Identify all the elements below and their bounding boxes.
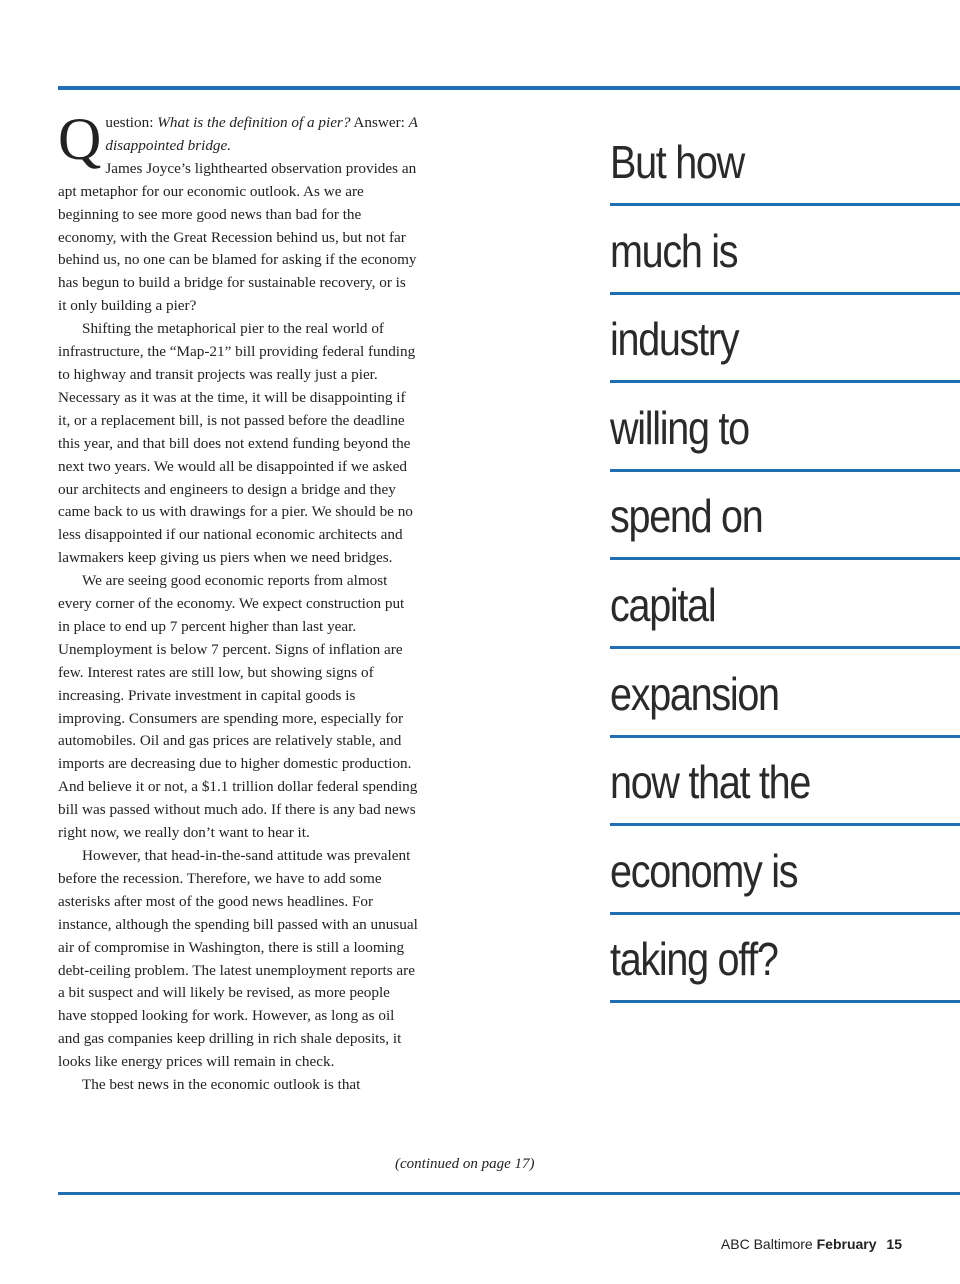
question-text: What is the definition of a pier? (157, 114, 351, 131)
pull-quote (610, 120, 960, 1003)
article-body (58, 106, 418, 1097)
paragraph-6: The best news in the economic outlook is that (82, 1076, 361, 1094)
pull-quote-line: economy is (610, 829, 960, 915)
pull-quote-line: capital (610, 563, 960, 649)
pull-quote-line: now that the (610, 740, 960, 826)
continued-note: (continued on page 17) (395, 1156, 535, 1172)
drop-cap: Q (58, 106, 102, 172)
pull-quote-line: expansion (610, 652, 960, 738)
issue-month: February (816, 1236, 877, 1252)
paragraph-1: Question: What is the definition of a pier? Answer: A disappointed bridge. (58, 106, 418, 172)
page-number: 15 (886, 1236, 902, 1252)
paragraph-3: Shifting the metaphorical pier to the real world of infrastructure, the “Map-21” bill providing federal funding to highway and transit projects was really just a pier. Necessary as it was at the time, it will be disappointing if it, or a replacement bill, is not passed before the deadline this year, and that bill does not extend funding beyond the next two years. We would all be disappointed if we asked our architects and engineers to design a bridge and they came back to us with drawings for a pier. We should be no less disappointed if our national economic architects and lawmakers keep giving us piers when we need bridges. (58, 320, 416, 567)
bottom-rule (58, 1192, 960, 1195)
page-footer (721, 1236, 902, 1252)
publication-name: ABC Baltimore (720, 1236, 813, 1252)
pull-quote-line: taking off? (610, 917, 960, 1003)
pull-quote-line: much is (610, 209, 960, 295)
pull-quote-line: But how (610, 120, 960, 206)
pull-quote-line: spend on (610, 474, 960, 560)
paragraph-2: James Joyce’s lighthearted observation provides an apt metaphor for our economic outlook. As we are beginning to see more good news than bad for the economy, with the Great Recession behind us, but not far behind us, no one can be blamed for asking if the economy has begun to build a bridge for sustainable recovery, or is it only building a pier? (58, 159, 417, 315)
paragraph-4: We are seeing good economic reports from almost every corner of the economy. We expect construction put in place to end up 7 percent higher than last year. Unemployment is below 7 percent. Signs of inflation are few. Interest rates are still low, but showing signs of increasing. Private investment in capital goods is improving. Consumers are spending more, especially for automobiles. Oil and gas prices are relatively stable, and imports are decreasing due to higher domestic production. And believe it or not, a $1.1 trillion dollar federal spending bill was passed without much ado. If there is any bad news right now, we really don’t want to hear it. (58, 572, 418, 842)
pull-quote-line: industry (610, 297, 960, 383)
answer-text: A disappointed bridge. (105, 114, 418, 154)
top-rule (58, 86, 960, 90)
paragraph-5: However, that head-in-the-sand attitude was prevalent before the recession. Therefore, we have to add some asterisks after most of the good news headlines. For instance, although the spending bill passed with an unusual air of compromise in Washington, there is still a looming debt-ceiling problem. The latest unemployment reports are a bit suspect and will likely be revised, as more people have stopped looking for work. However, as long as oil and gas companies keep drilling in rich shale deposits, it looks like energy prices will remain in check. (58, 847, 418, 1071)
pull-quote-line: willing to (610, 386, 960, 472)
